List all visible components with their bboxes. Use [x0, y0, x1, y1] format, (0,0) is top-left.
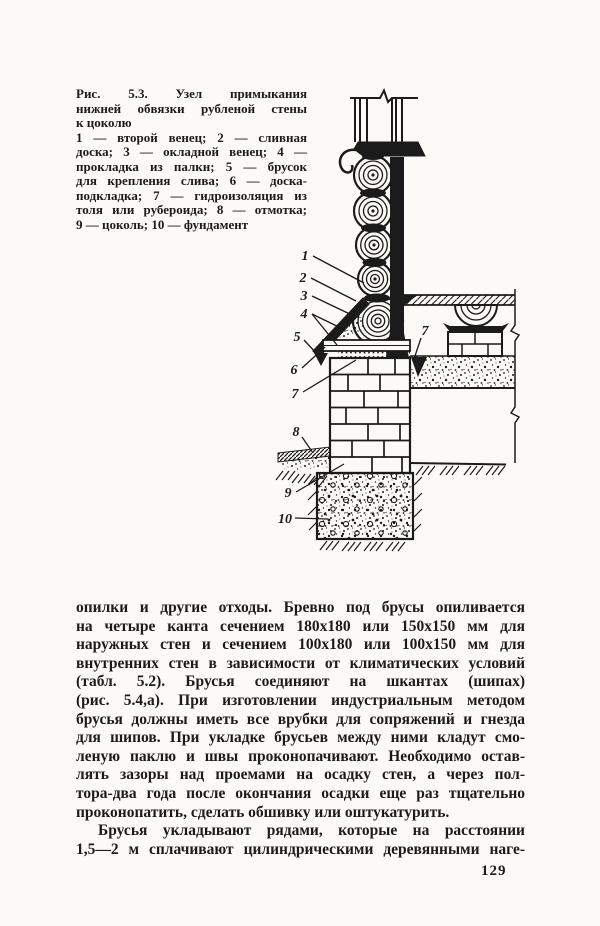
text-line: наружных стен и сечением 100x180 или 100x150 мм для [76, 636, 525, 654]
text-line: прокладка из палкн; 5 — брусок [76, 158, 307, 174]
paragraph-continued [76, 599, 525, 822]
flashing-hook [340, 150, 356, 173]
text-line: Рис. 5.3. Узел примыкания [76, 86, 307, 101]
body-text [76, 599, 525, 859]
text-line: брусья должны иметь все врубки для сопряжений и гнезда [76, 710, 525, 728]
text-line: толя или рубероида; 8 — отмотка; [76, 202, 307, 217]
part-label-5: 5 [293, 330, 301, 345]
floor-boards [404, 295, 515, 305]
text-line: для шипов. При укладке брусьев между ними кладут смо- [76, 729, 525, 747]
part-label-6: 6 [290, 363, 298, 378]
text-line: (табл. 5.2). Брусья соединяют на шкантах (шипах) [76, 673, 525, 691]
text-line: проконопатить, сделать обшивку или оштукатурить. [76, 803, 450, 821]
part-label-2: 2 [299, 271, 307, 286]
text-line: нижней обвязки рубленой стены [76, 100, 307, 116]
text-line: лять зазоры над проемами на осадку стен, а через пол- [76, 766, 525, 784]
text-line: 1 — второй венец; 2 — сливная [76, 129, 307, 145]
page-number: 129 [481, 863, 507, 879]
text-line: к цоколю [76, 115, 132, 130]
text-line: опилки и другие отходы. Бревно под брусы опиливается [76, 599, 525, 616]
paragraph-new [76, 822, 525, 859]
text-line: 9 — цоколь; 10 — фундамент [76, 216, 249, 232]
text-line: для крепления слива; 6 — доска- [76, 173, 307, 188]
ground-line [410, 463, 506, 475]
part-label-8: 8 [292, 425, 300, 440]
floor-joist [455, 305, 497, 326]
text-line: (рис. 5.4,а). При изготовлении индустриальным методом [76, 691, 525, 709]
text-line: 1,5—2 м сплачивают цилиндрическими деревянными наге- [76, 840, 525, 858]
sill-flashing-band [354, 142, 425, 156]
part-label-3: 3 [300, 289, 308, 304]
figure-diagram [268, 85, 548, 565]
text-line: леную паклю и швы проконопачивают. Необходимо остав- [76, 747, 525, 765]
brick-pier [448, 332, 502, 356]
text-line: Брусья укладывают рядами, которые на расстоянии [98, 822, 525, 840]
part-label-1: 1 [301, 249, 309, 264]
foundation-block [308, 473, 422, 551]
text-line: доска; 3 — окладной венец; 4 — [76, 144, 307, 159]
part-label-4: 4 [300, 307, 308, 322]
wall-studs [350, 91, 418, 143]
text-line: тора-два года после окончания осадки еще раз тщательно [76, 784, 525, 802]
part-label-7: 7 [291, 387, 299, 402]
part-label-7b: 7 [421, 324, 429, 339]
part-label-9: 9 [284, 486, 292, 501]
text-line: подкладка; 7 — гидроизоляция из [76, 187, 307, 203]
text-line: на четыре канта сечением 180x180 или 150x150 мм для [76, 617, 525, 635]
concrete-base [410, 356, 515, 388]
part-label-10: 10 [278, 512, 292, 527]
text-line: внутренних стен в зависимости от климатических условий [76, 654, 525, 672]
wall-inner-face [390, 157, 404, 335]
plinth-brickwork [330, 358, 410, 473]
